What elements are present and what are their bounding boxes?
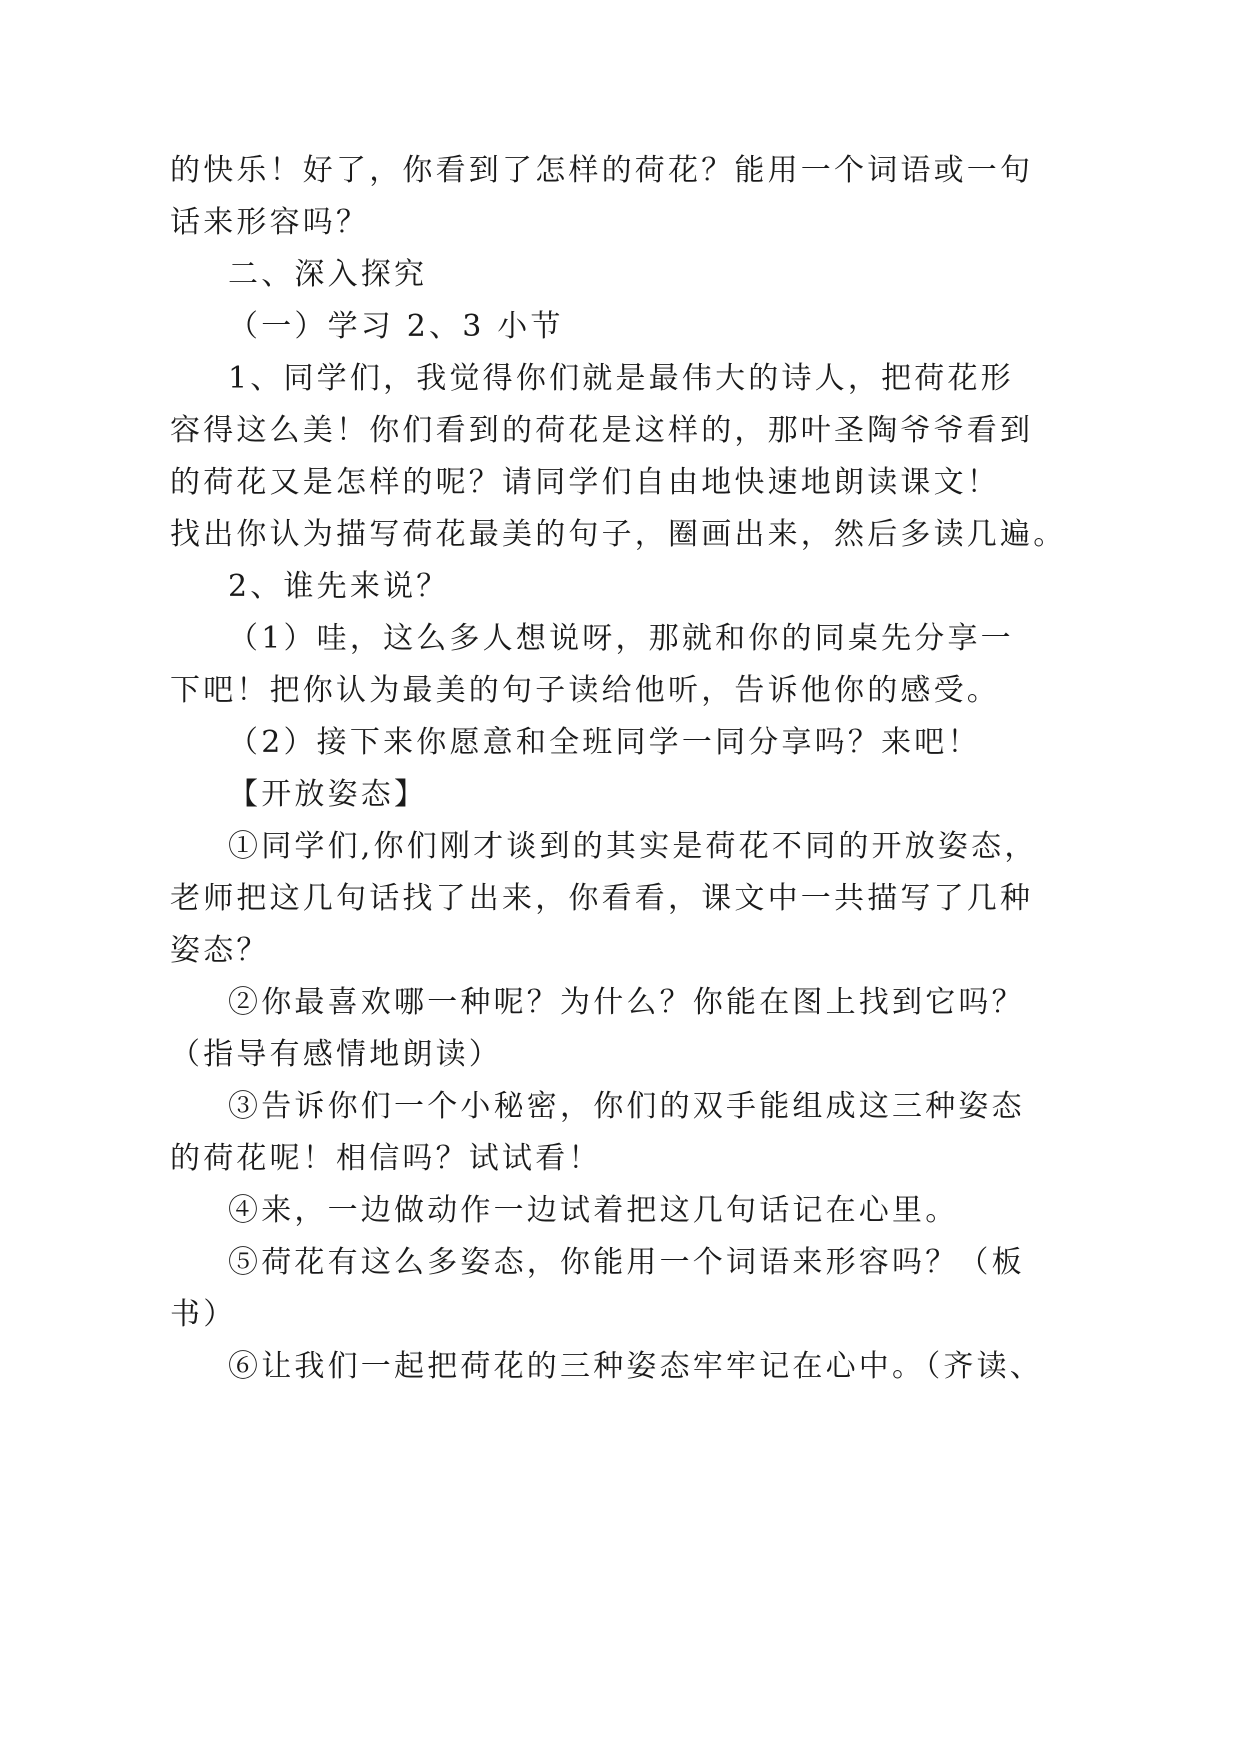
paragraph-line-1: 的快乐！好了，你看到了怎样的荷花？能用一个词语或一句 bbox=[170, 153, 1034, 188]
paragraph-line-10: （1）哇，这么多人想说呀，那就和你的同桌先分享一 bbox=[228, 621, 1014, 656]
paragraph-line-15: 老师把这几句话找了出来，你看看，课文中一共描写了几种 bbox=[170, 881, 1034, 916]
paragraph-line-6: 容得这么美！你们看到的荷花是这样的，那叶圣陶爷爷看到 bbox=[170, 413, 1034, 448]
paragraph-line-8: 找出你认为描写荷花最美的句子，圈画出来，然后多读几遍。 bbox=[170, 517, 1067, 552]
paragraph-line-12: （2）接下来你愿意和全班同学一同分享吗？来吧！ bbox=[228, 725, 981, 760]
paragraph-line-5: 1、同学们，我觉得你们就是最伟大的诗人，把荷花形 bbox=[228, 361, 1014, 396]
paragraph-line-19: ③告诉你们一个小秘密，你们的双手能组成这三种姿态 bbox=[228, 1089, 1025, 1124]
subsection-heading: （一）学习 2、3 小节 bbox=[228, 309, 564, 344]
paragraph-line-11: 下吧！把你认为最美的句子读给他听，告诉他你的感受。 bbox=[170, 673, 1000, 708]
paragraph-line-16: 姿态？ bbox=[170, 933, 270, 968]
section-heading: 二、深入探究 bbox=[228, 257, 428, 292]
paragraph-line-23: 书） bbox=[170, 1297, 237, 1332]
paragraph-line-7: 的荷花又是怎样的呢？请同学们自由地快速地朗读课文！ bbox=[170, 465, 1000, 500]
paragraph-line-9: 2、谁先来说？ bbox=[228, 569, 450, 604]
paragraph-line-21: ④来，一边做动作一边试着把这几句话记在心里。 bbox=[228, 1193, 959, 1228]
paragraph-line-18: （指导有感情地朗读） bbox=[170, 1037, 502, 1072]
paragraph-line-24: ⑥让我们一起把荷花的三种姿态牢牢记在心中。（齐读、 bbox=[228, 1349, 1043, 1384]
paragraph-line-2: 话来形容吗？ bbox=[170, 205, 370, 240]
paragraph-line-20: 的荷花呢！相信吗？试试看！ bbox=[170, 1141, 602, 1176]
paragraph-line-14: ①同学们,你们刚才谈到的其实是荷花不同的开放姿态， bbox=[228, 829, 1038, 864]
paragraph-line-17: ②你最喜欢哪一种呢？为什么？你能在图上找到它吗？ bbox=[228, 985, 1025, 1020]
paragraph-line-22: ⑤荷花有这么多姿态，你能用一个词语来形容吗？（板 bbox=[228, 1245, 1025, 1280]
bracket-heading: 【开放姿态】 bbox=[228, 777, 428, 812]
